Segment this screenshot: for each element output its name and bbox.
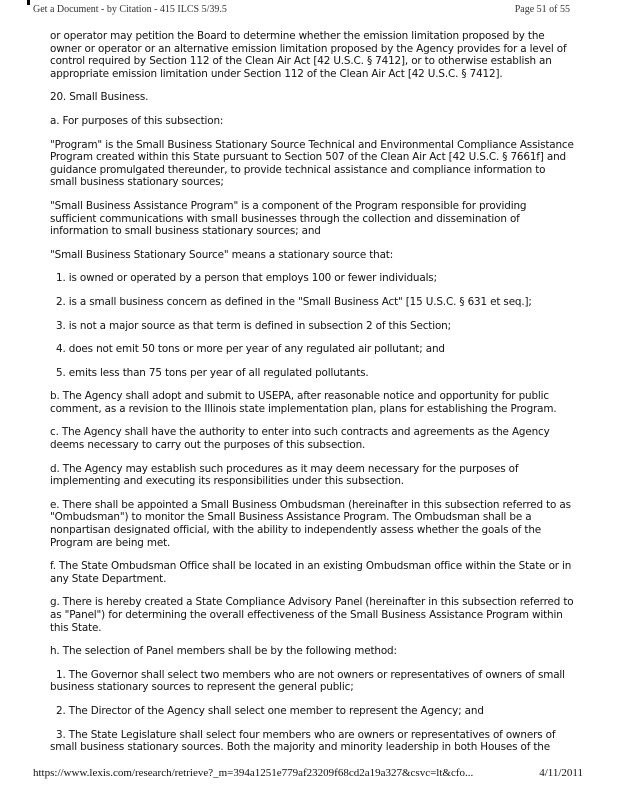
subsection-d: d. The Agency may establish such procedures as it may deem necessary for the purposes of implementing and executing its responsibilities under this subsection. (50, 462, 519, 488)
page-number: Page 51 of 55 (514, 4, 570, 15)
definition-sbap: "Small Business Assistance Program" is a component of the Program responsible for providing sufficient communications with small businesses through the collection and dissemination of information to small business stationary sources; and (50, 199, 527, 238)
list-item: 5. emits less than 75 tons per year of all regulated pollutants. (56, 366, 369, 379)
print-date: 4/11/2011 (539, 767, 583, 779)
list-item: 1. is owned or operated by a person that employs 100 or fewer individuals; (56, 272, 437, 285)
section-heading: 20. Small Business. (50, 91, 149, 104)
list-item: 2. is a small business concern as defined in the "Small Business Act" [15 U.S.C. § 631 et seq.]; (56, 295, 532, 308)
document-body (50, 30, 575, 765)
list-item: 3. The State Legislature shall select four members who are owners or representatives of owners of small business stationary sources. Both the majority and minority leadership in both Houses of the (50, 728, 556, 754)
subsection-b: b. The Agency shall adopt and submit to USEPA, after reasonable notice and opportunity for public comment, as a revision to the Illinois state implementation plan, plans for establishing the Program. (50, 390, 557, 415)
document-header-title: Get a Document - by Citation - 415 ILCS 5/39.5 (33, 4, 227, 15)
subsection-h: h. The selection of Panel members shall be by the following method: (50, 645, 397, 658)
list-item: 4. does not emit 50 tons or more per year of any regulated air pollutant; and (56, 343, 445, 356)
page-footer (33, 767, 583, 779)
subsection-a: a. For purposes of this subsection: (50, 114, 224, 127)
paragraph-continuation: or operator may petition the Board to determine whether the emission limitation proposed by the owner or operator or an alternative emission limitation proposed by the Agency provides for a level of control required by Section 112 of the Clean Air Act [42 U.S.C. § 7412], or to otherwise establish an appropriate emission limitation under Section 112 of the Clean Air Act [42 U.S.C. § 7412]. (50, 30, 567, 80)
subsection-e: e. There shall be appointed a Small Business Ombudsman (hereinafter in this subsection referred to as "Ombudsman") to monitor the Small Business Assistance Program. The Ombudsman shall be a nonpartisan designated official, with the ability to independently assess whether the goals of the Program are being met. (50, 498, 571, 549)
list-item: 1. The Governor shall select two members who are not owners or representatives of owners of small business stationary sources to represent the general public; (50, 668, 565, 694)
source-url: https://www.lexis.com/research/retrieve?_m=394a1251e779af23209f68cd2a19a327&csvc=lt&cfo... (33, 767, 474, 779)
definition-program: "Program" is the Small Business Stationary Source Technical and Environmental Compliance Assistance Program created within this State pursuant to Section 507 of the Clean Air Act [42 U.S.C. § 7661f] and guidance promulgated thereunder, to provide technical assistance and compliance information to small business stationary sources; (50, 138, 574, 189)
list-item: 2. The Director of the Agency shall select one member to represent the Agency; and (56, 704, 484, 717)
subsection-g: g. There is hereby created a State Compliance Advisory Panel (hereinafter in this subsection referred to as "Panel") for determining the overall effectiveness of the Small Business Assistance Program within this State. (50, 596, 574, 634)
scan-mark (27, 0, 30, 5)
subsection-c: c. The Agency shall have the authority to enter into such contracts and agreements as the Agency deems necessary to carry out the purposes of this subsection. (50, 426, 550, 452)
definition-sbss: "Small Business Stationary Source" means a stationary source that: (50, 248, 394, 261)
list-item: 3. is not a major source as that term is defined in subsection 2 of this Section; (56, 319, 451, 332)
subsection-f: f. The State Ombudsman Office shall be located in an existing Ombudsman office within the State or in any State Department. (50, 560, 572, 585)
